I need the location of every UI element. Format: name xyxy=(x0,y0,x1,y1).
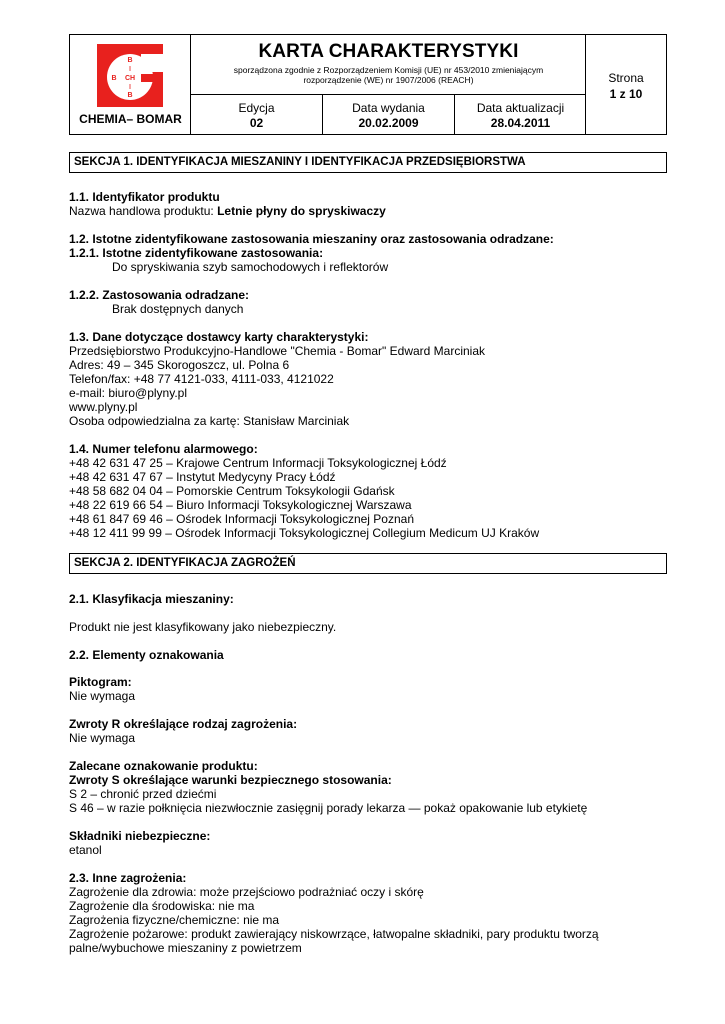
issue-date-value: 20.02.2009 xyxy=(358,116,419,130)
edition-value: 02 xyxy=(249,116,264,130)
title-cell xyxy=(191,35,586,134)
product-name: Letnie płyny do spryskiwaczy xyxy=(217,204,386,218)
heading-1-2: 1.2. Istotne zidentyfikowane zastosowania mieszaniny oraz zastosowania odradzane: xyxy=(69,232,554,246)
update-date-cell xyxy=(455,95,586,134)
r-phrases-value: Nie wymaga xyxy=(69,731,136,745)
heading-1-1: 1.1. Identyfikator produktu xyxy=(69,190,220,204)
emergency-phone-line: +48 61 847 69 46 – Ośrodek Informacji Toksykologicznej Poznań xyxy=(69,512,414,526)
heading-1-4: 1.4. Numer telefonu alarmowego: xyxy=(69,442,258,456)
supplier-line: Adres: 49 – 345 Skorogoszcz, ul. Polna 6 xyxy=(69,358,290,372)
document-header xyxy=(69,34,667,135)
s-phrases-heading: Zwroty S określające warunki bezpiecznego stosowania: xyxy=(69,773,392,787)
product-name-label: Nazwa handlowa produktu: xyxy=(69,204,218,218)
page-value: 1 z 10 xyxy=(609,87,643,101)
emergency-phone-line: +48 42 631 47 25 – Krajowe Centrum Informacji Toksykologicznej Łódź xyxy=(69,456,447,470)
emergency-phone-line: +48 12 411 99 99 – Ośrodek Informacji Toksykologicznej Collegium Medicum UJ Kraków xyxy=(69,526,540,540)
classification-text: Produkt nie jest klasyfikowany jako niebezpieczny. xyxy=(69,620,337,634)
subtitle-line-2: rozporządzenie (WE) nr 1907/2006 (REACH) xyxy=(303,75,474,85)
ingredients-value: etanol xyxy=(69,843,102,857)
s-phrase: S 46 – w razie połknięcia niezwłocznie zasięgnij porady lekarza — pokaż opakowanie lub etykietę xyxy=(69,801,588,815)
other-hazard-line: Zagrożenie dla środowiska: nie ma xyxy=(69,899,255,913)
emergency-phone-line: +48 42 631 47 67 – Instytut Medycyny Pracy Łódź xyxy=(69,470,336,484)
edition-label: Edycja xyxy=(238,101,275,115)
issue-date-cell xyxy=(323,95,455,134)
title-row xyxy=(191,35,586,95)
heading-2-1: 2.1. Klasyfikacja mieszaniny: xyxy=(69,592,234,606)
uses-advised-against: Brak dostępnych danych xyxy=(112,302,244,316)
logo-letter-right: B xyxy=(143,75,149,82)
other-hazard-line: Zagrożenie dla zdrowia: może przejściowo podrażniać oczy i skórę xyxy=(69,885,424,899)
other-hazard-line: palne/wybuchowe mieszaniny z powietrzem xyxy=(69,941,302,955)
supplier-email[interactable]: e-mail: biuro@plyny.pl xyxy=(69,386,188,400)
logo-cell xyxy=(70,35,191,134)
supplier-line: Telefon/fax: +48 77 4121-033, 4111-033, 4121022 xyxy=(69,372,334,386)
edition-cell xyxy=(191,95,323,134)
other-hazard-line: Zagrożenia fizyczne/chemiczne: nie ma xyxy=(69,913,280,927)
logo-letter-top: B xyxy=(127,57,133,64)
emergency-phone-line: +48 58 682 04 04 – Pomorskie Centrum Toksykologii Gdańsk xyxy=(69,484,395,498)
heading-1-3: 1.3. Dane dotyczące dostawcy karty charakterystyki: xyxy=(69,330,369,344)
document-title: KARTA CHARAKTERYSTYKI xyxy=(258,41,519,62)
company-name: CHEMIA– BOMAR xyxy=(79,112,182,126)
ingredients-heading: Składniki niebezpieczne: xyxy=(69,829,211,843)
heading-2-2: 2.2. Elementy oznakowania xyxy=(69,648,224,662)
section-2-heading: SEKCJA 2. IDENTYFIKACJA ZAGROŻEŃ xyxy=(69,553,667,574)
logo-letter-center: CH xyxy=(124,75,136,82)
supplier-line: Przedsiębiorstwo Produkcyjno-Handlowe "Chemia - Bomar" Edward Marciniak xyxy=(69,344,486,358)
document-subtitle xyxy=(191,65,586,85)
issue-date-label: Data wydania xyxy=(352,101,425,115)
other-hazard-line: Zagrożenie pożarowe: produkt zawierający niskowrzące, łatwopalne składniki, pary produktu tworzą xyxy=(69,927,599,941)
pictogram-value: Nie wymaga xyxy=(69,689,136,703)
subtitle-line-1: sporządzona zgodnie z Rozporządzeniem Komisji (UE) nr 453/2010 zmieniającym xyxy=(233,65,544,75)
emergency-phone-line: +48 22 619 66 54 – Biuro Informacji Toksykologicznej Warszawa xyxy=(69,498,412,512)
supplier-line: Osoba odpowiedzialna za kartę: Stanisław Marciniak xyxy=(69,414,350,428)
product-name-line xyxy=(69,204,386,218)
logo-letter-bottom: B xyxy=(127,92,133,99)
page-label: Strona xyxy=(608,71,644,85)
section-1-heading: SEKCJA 1. IDENTYFIKACJA MIESZANINY I IDENTYFIKACJA PRZEDSIĘBIORSTWA xyxy=(69,152,667,173)
s-phrase: S 2 – chronić przed dziećmi xyxy=(69,787,217,801)
labelling-heading: Zalecane oznakowanie produktu: xyxy=(69,759,258,773)
page-number-cell xyxy=(586,35,666,134)
heading-2-3: 2.3. Inne zagrożenia: xyxy=(69,871,187,885)
r-phrases-heading: Zwroty R określające rodzaj zagrożenia: xyxy=(69,717,298,731)
update-date-value: 28.04.2011 xyxy=(490,116,551,130)
identified-uses: Do spryskiwania szyb samochodowych i reflektorów xyxy=(112,260,389,274)
pictogram-heading: Piktogram: xyxy=(69,675,132,689)
heading-1-2-1: 1.2.1. Istotne zidentyfikowane zastosowania: xyxy=(69,246,324,260)
logo-letter-left: B xyxy=(111,75,117,82)
supplier-website[interactable]: www.plyny.pl xyxy=(69,400,138,414)
heading-1-2-2: 1.2.2. Zastosowania odradzane: xyxy=(69,288,250,302)
company-logo xyxy=(97,44,163,107)
update-date-label: Data aktualizacji xyxy=(476,101,565,115)
